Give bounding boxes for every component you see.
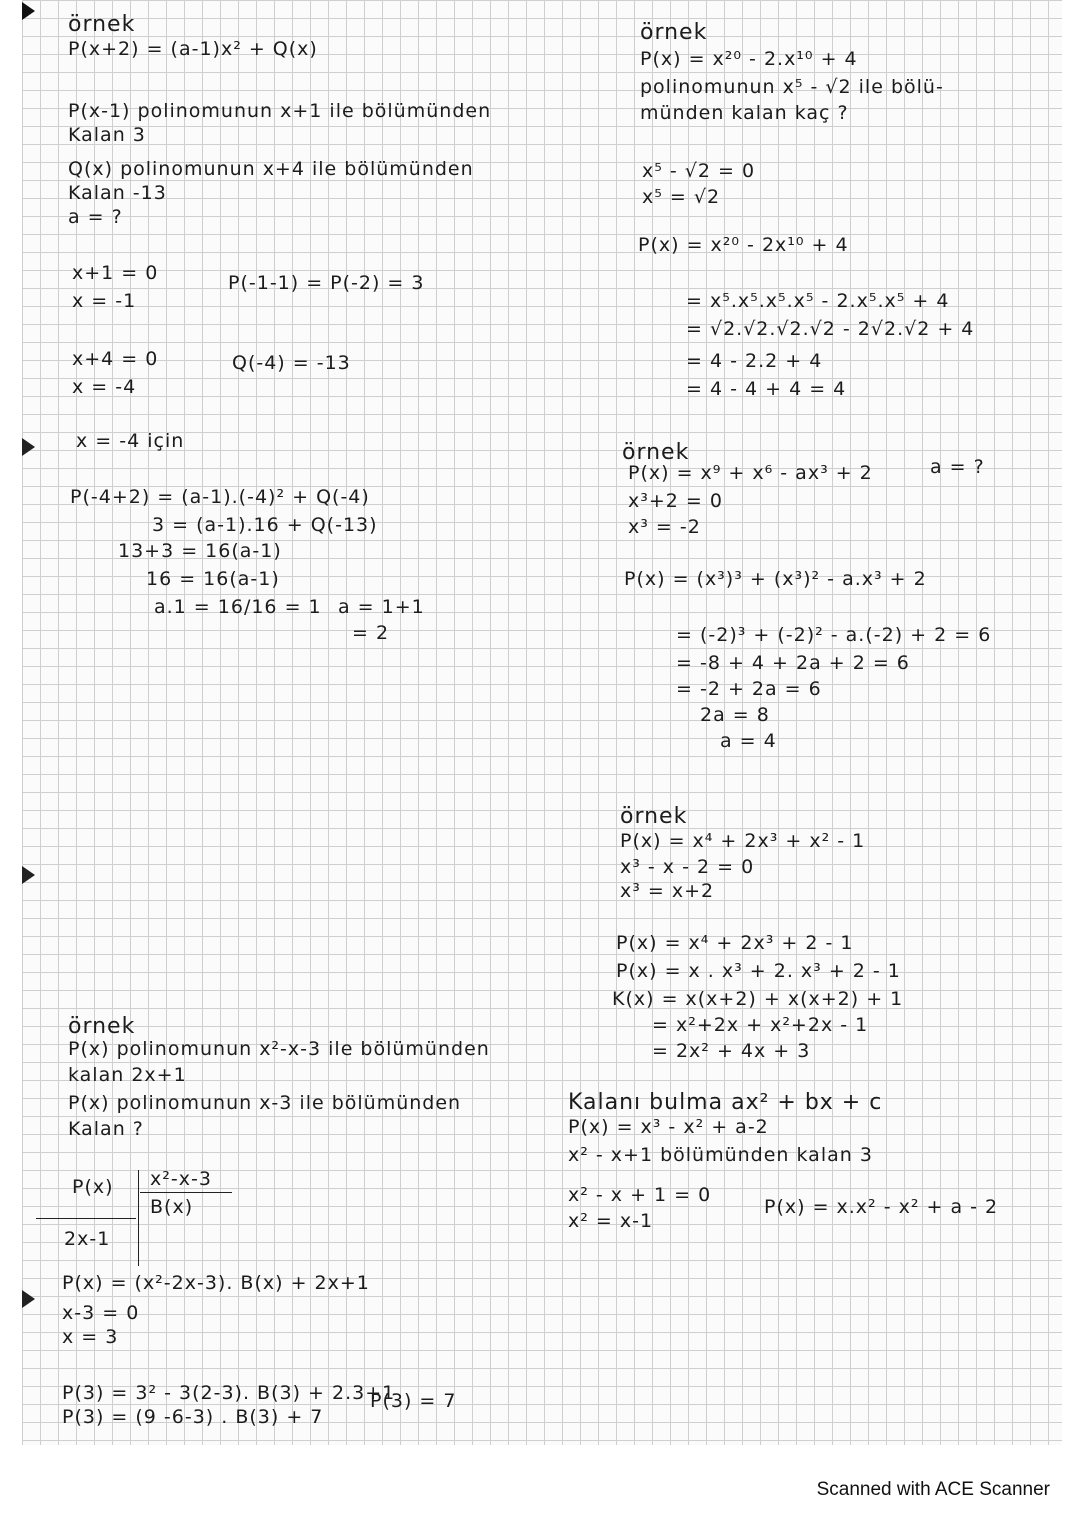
problem-line: P(x) = x²⁰ - 2.x¹⁰ + 4: [640, 48, 858, 70]
work-line: x³ - x - 2 = 0: [620, 856, 755, 878]
result-line: a = 1+1: [338, 596, 425, 618]
work-line: x = -4: [72, 376, 137, 398]
work-line: x+1 = 0: [72, 262, 159, 284]
calc-line: P(x) = x . x³ + 2. x³ + 2 - 1: [616, 960, 901, 982]
calc-line: P(x) = (x³)³ + (x³)² - a.x³ + 2: [624, 568, 927, 590]
condition-line: x = -4 için: [76, 430, 185, 452]
calc-line: = 4 - 2.2 + 4: [686, 350, 823, 372]
calc-line: = x⁵.x⁵.x⁵.x⁵ - 2.x⁵.x⁵ + 4: [686, 290, 950, 312]
work-line: x⁵ = √2: [642, 186, 721, 208]
calc-line: = (-2)³ + (-2)² - a.(-2) + 2 = 6: [676, 624, 992, 646]
problem-line: polinomunun x⁵ - √2 ile bölü-: [640, 76, 944, 98]
calc-line: P(x) = (x²-2x-3). B(x) + 2x+1: [62, 1272, 370, 1294]
problem-line: P(x) polinomunun x-3 ile bölümünden: [68, 1092, 462, 1114]
work-line: x³ = -2: [628, 516, 701, 538]
work-line: x+4 = 0: [72, 348, 159, 370]
example-title: örnek: [68, 12, 136, 37]
calc-line: P(x) = x.x² - x² + a - 2: [764, 1196, 999, 1218]
example-title: örnek: [622, 440, 690, 465]
calc-line: P(3) = 3² - 3(2-3). B(3) + 2.3+1: [62, 1382, 396, 1404]
problem-line: P(x) = x⁴ + 2x³ + x² - 1: [620, 830, 866, 852]
problem-line: Q(x) polinomunun x+4 ile bölümünden: [68, 158, 474, 180]
example-title: Kalanı bulma ax² + bx + c: [568, 1090, 883, 1115]
work-line: x = -1: [72, 290, 137, 312]
calc-line: a = 4: [720, 730, 777, 752]
problem-line: P(x) = x⁹ + x⁶ - ax³ + 2: [628, 462, 873, 484]
problem-line: P(x+2) = (a-1)x² + Q(x): [68, 38, 318, 60]
calc-line: x = 3: [62, 1326, 119, 1348]
calc-line: P(3) = (9 -6-3) . B(3) + 7: [62, 1406, 324, 1428]
problem-line: Kalan 3: [68, 124, 146, 146]
division-bar-vertical: [138, 1170, 139, 1266]
problem-line: Kalan ?: [68, 1118, 144, 1140]
calc-line: x-3 = 0: [62, 1302, 140, 1324]
calc-line: = -2 + 2a = 6: [676, 678, 822, 700]
question-line: a = ?: [930, 456, 985, 478]
divisor: x²-x-3: [150, 1168, 212, 1190]
example-title: örnek: [68, 1014, 136, 1039]
problem-line: kalan 2x+1: [68, 1064, 187, 1086]
problem-line: a = ?: [68, 206, 123, 228]
division-bar-horizontal: [140, 1192, 232, 1193]
dividend: P(x): [72, 1176, 114, 1198]
calc-line: P(-4+2) = (a-1).(-4)² + Q(-4): [70, 486, 370, 508]
binder-hole-marker: [22, 1290, 35, 1308]
problem-line: P(x) = x³ - x² + a-2: [568, 1116, 769, 1138]
work-line: x² = x-1: [568, 1210, 654, 1232]
calc-line: = x²+2x + x²+2x - 1: [652, 1014, 869, 1036]
binder-hole-marker: [22, 866, 35, 884]
work-line: x³+2 = 0: [628, 490, 723, 512]
work-line: x⁵ - √2 = 0: [642, 160, 756, 182]
calc-line: 13+3 = 16(a-1): [118, 540, 282, 562]
calc-line: 2a = 8: [700, 704, 770, 726]
result-line: = 2: [352, 622, 390, 644]
binder-hole-marker: [22, 438, 35, 456]
work-line: P(-1-1) = P(-2) = 3: [228, 272, 425, 294]
work-line: x² - x + 1 = 0: [568, 1184, 712, 1206]
example-title: örnek: [640, 20, 708, 45]
answer-line: P(3) = 7: [370, 1390, 457, 1412]
remainder: 2x-1: [64, 1228, 111, 1250]
calc-line: P(x) = x⁴ + 2x³ + 2 - 1: [616, 932, 854, 954]
calc-line: = 2x² + 4x + 3: [652, 1040, 811, 1062]
problem-line: x² - x+1 bölümünden kalan 3: [568, 1144, 873, 1166]
work-line: Q(-4) = -13: [232, 352, 351, 374]
quotient: B(x): [150, 1196, 194, 1218]
calc-line: = √2.√2.√2.√2 - 2√2.√2 + 4: [686, 318, 975, 340]
work-line: x³ = x+2: [620, 880, 715, 902]
grid-paper: [22, 0, 1062, 1445]
example-title: örnek: [620, 804, 688, 829]
problem-line: P(x-1) polinomunun x+1 ile bölümünden: [68, 100, 492, 122]
binder-hole-marker: [22, 2, 35, 20]
calc-line: = 4 - 4 + 4 = 4: [686, 378, 847, 400]
division-bar-horizontal: [36, 1218, 136, 1219]
calc-line: P(x) = x²⁰ - 2x¹⁰ + 4: [638, 234, 849, 256]
calc-line: 16 = 16(a-1): [146, 568, 280, 590]
calc-line: = -8 + 4 + 2a + 2 = 6: [676, 652, 910, 674]
problem-line: Kalan -13: [68, 182, 167, 204]
problem-line: P(x) polinomunun x²-x-3 ile bölümünden: [68, 1038, 490, 1060]
calc-line: 3 = (a-1).16 + Q(-13): [152, 514, 378, 536]
calc-line: K(x) = x(x+2) + x(x+2) + 1: [612, 988, 904, 1010]
calc-line: a.1 = 16/16 = 1: [154, 596, 322, 618]
scanner-watermark: Scanned with ACE Scanner: [816, 1479, 1050, 1500]
problem-line: münden kalan kaç ?: [640, 102, 849, 124]
